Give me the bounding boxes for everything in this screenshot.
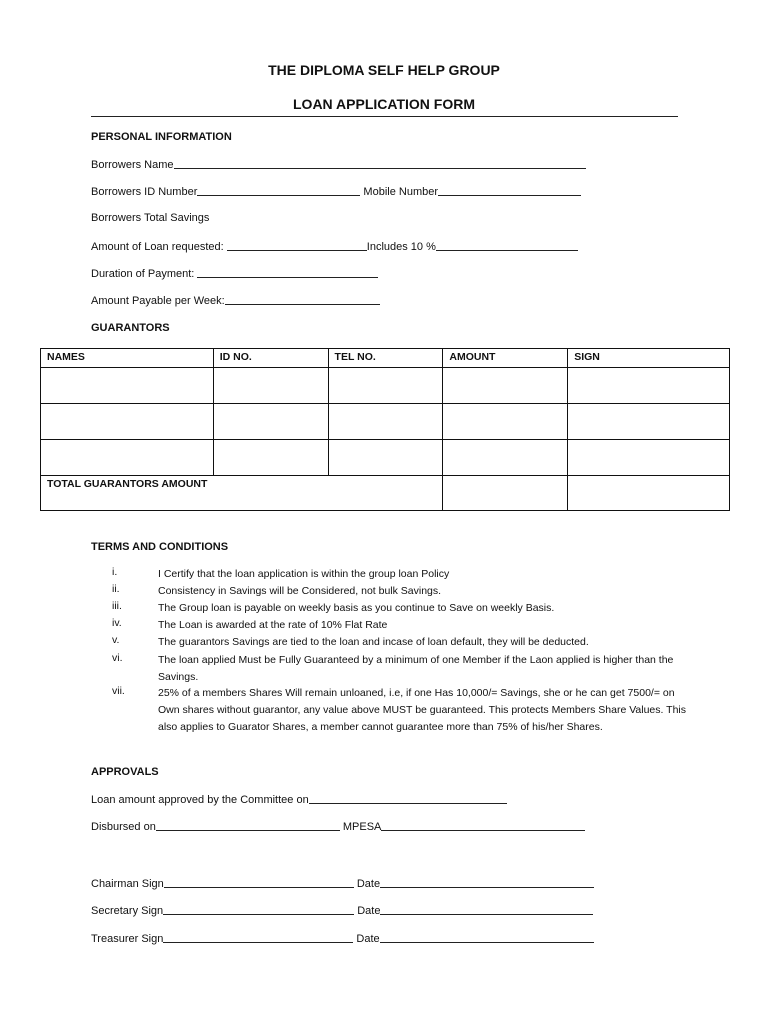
borrowers-id-row: [91, 185, 581, 198]
disbursed-row: [91, 820, 585, 833]
col-id-no: ID NO.: [213, 349, 328, 368]
guarantor-id-cell[interactable]: [213, 404, 328, 440]
guarantor-sign-cell[interactable]: [568, 368, 730, 404]
org-title: THE DIPLOMA SELF HELP GROUP: [268, 62, 500, 78]
guarantors-heading: GUARANTORS: [91, 322, 170, 334]
guarantor-id-cell[interactable]: [213, 440, 328, 476]
duration-row: [91, 267, 378, 280]
chairman-date-label: Date: [353, 878, 381, 890]
disbursed-on-field[interactable]: [156, 820, 340, 831]
chairman-date-field[interactable]: [380, 877, 594, 888]
guarantor-name-cell[interactable]: [41, 368, 214, 404]
approved-on-row: [91, 793, 507, 806]
guarantor-sign-cell[interactable]: [568, 404, 730, 440]
guarantor-sign-cell[interactable]: [568, 440, 730, 476]
col-tel-no: TEL NO.: [328, 349, 443, 368]
term-text: The guarantors Savings are tied to the loan and incase of loan default, they will be deducted.: [158, 636, 589, 648]
guarantor-id-cell[interactable]: [213, 368, 328, 404]
term-text: The Group loan is payable on weekly basis as you continue to Save on weekly Basis.: [158, 602, 555, 614]
approved-on-label: Loan amount approved by the Committee on: [91, 794, 309, 806]
term-number: vii.: [112, 685, 125, 697]
borrowers-id-label: Borrowers ID Number: [91, 186, 198, 198]
guarantor-amount-cell[interactable]: [443, 440, 568, 476]
borrowers-id-field[interactable]: [197, 185, 360, 196]
duration-label: Duration of Payment:: [91, 268, 198, 280]
approvals-heading: APPROVALS: [91, 766, 159, 778]
weekly-payable-label: Amount Payable per Week:: [91, 295, 225, 307]
table-row: [41, 404, 730, 440]
treasurer-sign-label: Treasurer Sign: [91, 933, 164, 945]
col-sign: SIGN: [568, 349, 730, 368]
mpesa-field[interactable]: [381, 820, 585, 831]
total-savings-label: Borrowers Total Savings: [91, 212, 210, 224]
guarantor-tel-cell[interactable]: [328, 404, 443, 440]
chairman-sign-field[interactable]: [164, 877, 354, 888]
treasurer-row: [91, 932, 594, 945]
guarantor-amount-cell[interactable]: [443, 368, 568, 404]
includes-field[interactable]: [436, 240, 578, 251]
guarantor-amount-cell[interactable]: [443, 404, 568, 440]
loan-amount-row: [91, 240, 578, 253]
approved-on-field[interactable]: [309, 793, 507, 804]
term-number: iii.: [112, 600, 122, 612]
mobile-number-label: Mobile Number: [363, 186, 439, 198]
chairman-row: [91, 877, 594, 890]
term-text: The Loan is awarded at the rate of 10% Flat Rate: [158, 619, 388, 631]
terms-heading: TERMS AND CONDITIONS: [91, 541, 229, 553]
term-text: I Certify that the loan application is within the group loan Policy: [158, 568, 450, 580]
disbursed-on-label: Disbursed on: [91, 821, 156, 833]
treasurer-date-field[interactable]: [380, 932, 594, 943]
col-names: NAMES: [41, 349, 214, 368]
term-number: v.: [112, 634, 120, 646]
total-amount-cell[interactable]: [443, 476, 568, 511]
mpesa-label: MPESA: [339, 821, 382, 833]
secretary-sign-field[interactable]: [163, 904, 354, 915]
term-text: The loan applied Must be Fully Guaranteed by a minimum of one Member if the Laon applied is higher than the Savings.: [158, 654, 674, 683]
guarantor-name-cell[interactable]: [41, 440, 214, 476]
secretary-date-label: Date: [354, 905, 381, 917]
guarantor-tel-cell[interactable]: [328, 440, 443, 476]
guarantor-name-cell[interactable]: [41, 404, 214, 440]
loan-amount-label: Amount of Loan requested:: [91, 241, 227, 253]
table-row: [41, 368, 730, 404]
form-title: LOAN APPLICATION FORM: [293, 96, 475, 112]
term-number: i.: [112, 566, 118, 578]
treasurer-sign-field[interactable]: [163, 932, 353, 943]
total-row: [41, 476, 730, 511]
term-number: iv.: [112, 617, 122, 629]
personal-info-heading: PERSONAL INFORMATION: [91, 131, 232, 143]
guarantors-table: [40, 348, 730, 511]
borrowers-name-label: Borrowers Name: [91, 159, 174, 171]
includes-label: Includes 10 %: [366, 241, 436, 253]
total-sign-cell[interactable]: [568, 476, 730, 511]
secretary-row: [91, 904, 593, 917]
borrowers-name-row: [91, 158, 586, 171]
secretary-date-field[interactable]: [380, 904, 593, 915]
total-guarantors-label: TOTAL GUARANTORS AMOUNT: [41, 476, 443, 511]
duration-field[interactable]: [197, 267, 378, 278]
chairman-sign-label: Chairman Sign: [91, 878, 164, 890]
col-amount: AMOUNT: [443, 349, 568, 368]
weekly-payable-row: [91, 294, 380, 307]
table-row: [41, 440, 730, 476]
loan-amount-field[interactable]: [227, 240, 367, 251]
term-text: Consistency in Savings will be Considered, not bulk Savings.: [158, 585, 442, 597]
term-number: vi.: [112, 652, 123, 664]
term-number: ii.: [112, 583, 120, 595]
treasurer-date-label: Date: [353, 933, 380, 945]
borrowers-name-field[interactable]: [174, 158, 586, 169]
term-text: 25% of a members Shares Will remain unloaned, i.e, if one Has 10,000/= Savings, she or he can get 7500/= on Own shares without guarantor, any value above MUST be guaranteed. This protects Members Share Values. This also applies to Guarator Shares, a member cannot guarantee more than 75% of his/her Shares.: [158, 687, 687, 733]
title-divider: [91, 116, 678, 117]
weekly-payable-field[interactable]: [225, 294, 380, 305]
mobile-number-field[interactable]: [438, 185, 581, 196]
secretary-sign-label: Secretary Sign: [91, 905, 164, 917]
guarantor-tel-cell[interactable]: [328, 368, 443, 404]
